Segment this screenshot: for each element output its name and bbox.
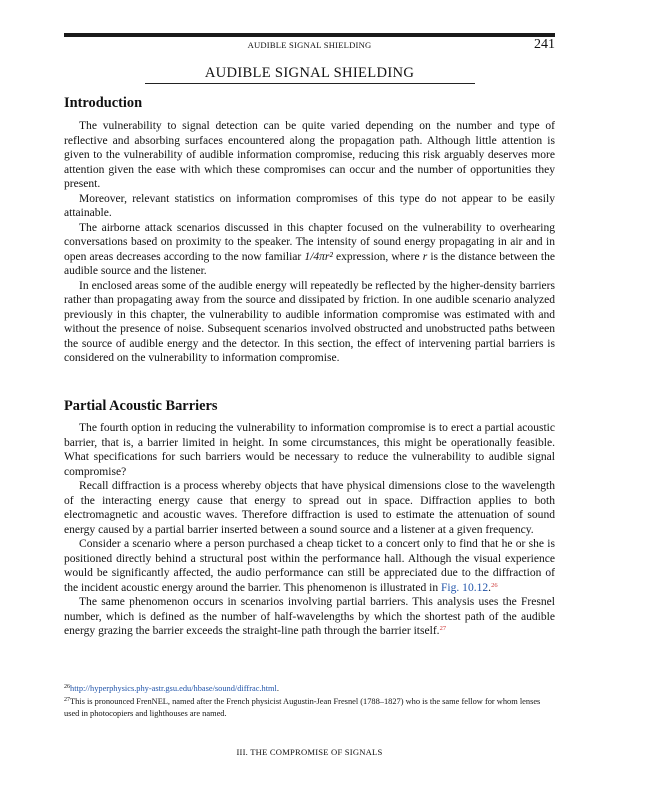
paragraph-text: expression, where: [332, 250, 423, 263]
page-number: 241: [534, 37, 555, 52]
title-rule: [145, 83, 475, 84]
paragraph: [64, 595, 555, 639]
introduction-body: [64, 119, 555, 366]
variable-r: r: [422, 250, 428, 263]
paragraph: The vulnerability to signal detection can be quite varied depending on the number and type of reflective and absorbing surfaces encountered along the propagation path. Although little attention is given to the vulnerability of audible information compromise, reducing this risk arguably deserves more attention given the ease with which these compromises can occur and the number of opportunities they present.: [64, 120, 555, 190]
partial-barriers-body: [64, 421, 555, 639]
footnote-ref-27[interactable]: 27: [439, 625, 447, 632]
footnote-mark: 27: [64, 696, 70, 703]
footnote-mark: 26: [64, 684, 70, 690]
footnotes: [64, 683, 555, 721]
figure-link[interactable]: Fig. 10.12: [441, 581, 489, 594]
paragraph: [64, 221, 555, 279]
intensity-formula: 1/4πr²: [304, 250, 333, 263]
running-header: [64, 38, 555, 54]
chapter-title: AUDIBLE SIGNAL SHIELDING: [204, 65, 415, 81]
footnote-26: [64, 683, 555, 696]
paragraph: [64, 537, 555, 595]
footnote-text: This is pronounced FrenNEL, named after the French physicist Augustin-Jean Fresnel (1788–1827) who is the same fellow for whom lenses used in photocopiers and lighthouses are named.: [64, 696, 541, 718]
paragraph: In enclosed areas some of the audible energy will repeatedly be reflected by the higher-density barriers rather than propagating away from the source and dissipated by friction. In one audible scenario analyzed previously in this chapter, the vulnerability to audible information compromise was estimated with and without the presence of noise. Subsequent scenarios involved obstructed and unobstructed paths between the source of audible energy and the detector. In this section, the effect of intervening partial barriers is considered on the vulnerability to information compromise.: [64, 279, 555, 364]
running-footer: III. THE COMPROMISE OF SIGNALS: [236, 747, 383, 757]
paragraph-text: .: [488, 581, 492, 594]
paragraph: The fourth option in reducing the vulnerability to information compromise is to erect a partial acoustic barrier, that is, a barrier limited in height. In some circumstances, this might be operationally feasible. What specifications for such barriers would be necessary to reduce the vulnerability to audible signal compromise?: [64, 422, 555, 478]
footnote-period: .: [276, 684, 279, 693]
running-head-title: AUDIBLE SIGNAL SHIELDING: [247, 40, 372, 50]
paragraph: Moreover, relevant statistics on information compromises of this type do not appear to be easily attainable.: [64, 192, 555, 219]
footnote-ref-26[interactable]: 26: [491, 581, 498, 589]
paragraph-text: is the distance between the audible source and the listener.: [64, 250, 555, 277]
paragraph: Recall diffraction is a process whereby objects that have physical dimensions close to the wavelength of the interacting energy cause that energy to spread out in space. Diffraction applies to both electromagnetic and acoustic waves. Therefore diffraction is used to estimate the attenuation of sound energy caused by a partial barrier inserted between a sound source and a listener at a given frequency.: [64, 480, 555, 536]
paragraph-text: The airborne attack scenarios discussed in this chapter focused on the vulnerability to overhearing conversations based on proximity to the speaker. The intensity of sound energy propagating in air and in open areas decreases according to the now familiar: [64, 221, 555, 263]
paragraph-text: The same phenomenon occurs in scenarios involving partial barriers. This analysis uses the Fresnel number, which is defined as the number of half-wavelengths by which the shortest path of the audible energy grazing the barrier exceeds the straight-line path through the barrier itself.: [64, 596, 555, 637]
footnote-27: [64, 696, 555, 721]
footnote-url-link[interactable]: http://hyperphysics.phy-astr.gsu.edu/hbase/sound/diffrac.html: [70, 684, 277, 693]
header-rule: [64, 33, 555, 37]
section-heading-partial-acoustic-barriers: Partial Acoustic Barriers: [64, 398, 218, 414]
section-heading-introduction: Introduction: [64, 95, 143, 111]
paragraph-text: Consider a scenario where a person purchased a cheap ticket to a concert only to find that he or she is positioned directly behind a structural post within the performance hall. Although the visual experience would be significantly affected, the audio performance can still be appreciated due to the diffraction of the incident acoustic energy around the barrier. This phenomenon is illustrated in: [64, 538, 555, 594]
